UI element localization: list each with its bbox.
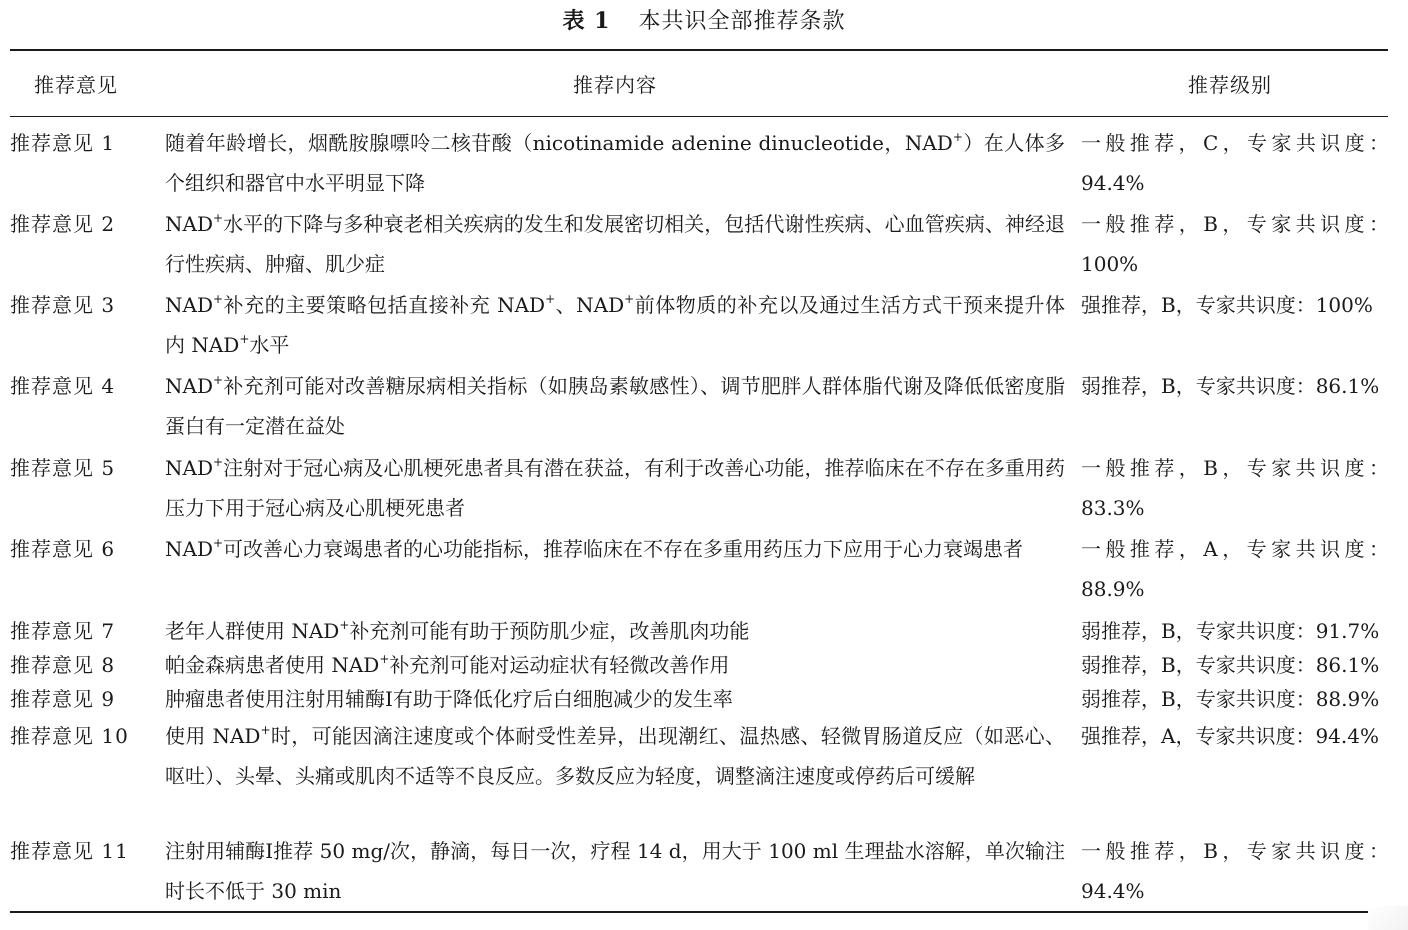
table-caption [0,6,1408,37]
row-level: 一般推荐，B，专家共识度：100% [1081,212,1389,276]
page-corner [1368,906,1408,930]
row-level: 弱推荐，B，专家共识度：88.9% [1081,687,1380,711]
bottom-rule [10,911,1388,913]
row-opinion: 推荐意见 4 [10,374,116,398]
row-level: 一般推荐，C，专家共识度：94.4% [1081,131,1389,195]
header-level: 推荐级别 [1188,73,1272,97]
row-content: NAD+水平的下降与多种衰老相关疾病的发生和发展密切相关，包括代谢性疾病、心血管疾病、神经退行性疾病、肿瘤、肌少症 [165,211,1065,276]
row-level: 强推荐，B，专家共识度：100% [1081,293,1373,317]
row-level: 一般推荐，B，专家共识度：83.3% [1081,456,1389,520]
row-opinion: 推荐意见 8 [10,653,116,677]
header-opinion: 推荐意见 [34,73,118,97]
row-opinion: 推荐意见 5 [10,456,116,480]
row-content: 帕金森病患者使用 NAD+补充剂可能对运动症状有轻微改善作用 [165,652,730,677]
table-title: 本共识全部推荐条款 [638,9,846,34]
row-level: 一般推荐，A，专家共识度：88.9% [1081,537,1389,601]
row-level: 弱推荐，B，专家共识度：86.1% [1081,374,1380,398]
row-content: NAD+可改善心力衰竭患者的心功能指标，推荐临床在不存在多重用药压力下应用于心力衰竭患者 [165,536,1024,561]
row-level: 强推荐，A，专家共识度：94.4% [1081,724,1379,748]
row-opinion: 推荐意见 3 [10,293,116,317]
row-opinion: 推荐意见 1 [10,131,116,155]
row-level: 弱推荐，B，专家共识度：86.1% [1081,653,1380,677]
row-level: 弱推荐，B，专家共识度：91.7% [1081,619,1380,643]
row-content: 老年人群使用 NAD+补充剂可能有助于预防肌少症，改善肌肉功能 [165,618,750,643]
row-opinion: 推荐意见 10 [10,724,129,748]
row-content: NAD+补充的主要策略包括直接补充 NAD+、NAD+前体物质的补充以及通过生活方式干预来提升体内 NAD+水平 [165,292,1066,357]
row-content: NAD+注射对于冠心病及心肌梗死患者具有潜在获益，有利于改善心功能，推荐临床在不存在多重用药压力下用于冠心病及心肌梗死患者 [165,455,1065,520]
row-level: 一般推荐，B，专家共识度：94.4% [1081,839,1389,903]
row-content: 肿瘤患者使用注射用辅酶Ⅰ有助于降低化疗后白细胞减少的发生率 [165,687,733,711]
row-content: 随着年龄增长，烟酰胺腺嘌呤二核苷酸（nicotinamide adenine dinucleotide，NAD+）在人体多个组织和器官中水平明显下降 [165,130,1066,195]
table-number: 表 1 [562,8,611,34]
row-content: NAD+补充剂可能对改善糖尿病相关指标（如胰岛素敏感性）、调节肥胖人群体脂代谢及降低低密度脂蛋白有一定潜在益处 [165,373,1065,438]
top-rule [10,49,1388,51]
row-opinion: 推荐意见 11 [10,839,129,863]
row-opinion: 推荐意见 7 [10,619,116,643]
row-opinion: 推荐意见 6 [10,537,116,561]
header-content: 推荐内容 [573,73,657,97]
row-content: 注射用辅酶Ⅰ推荐 50 mg/次，静滴，每日一次，疗程 14 d，用大于 100 ml 生理盐水溶解，单次输注时长不低于 30 min [165,839,1065,903]
row-opinion: 推荐意见 9 [10,687,116,711]
row-opinion: 推荐意见 2 [10,212,116,236]
header-rule [10,116,1388,117]
row-content: 使用 NAD+时，可能因滴注速度或个体耐受性差异，出现潮红、温热感、轻微胃肠道反应（如恶心、呕吐）、头晕、头痛或肌肉不适等不良反应。多数反应为轻度，调整滴注速度或停药后可缓解 [165,723,1065,788]
